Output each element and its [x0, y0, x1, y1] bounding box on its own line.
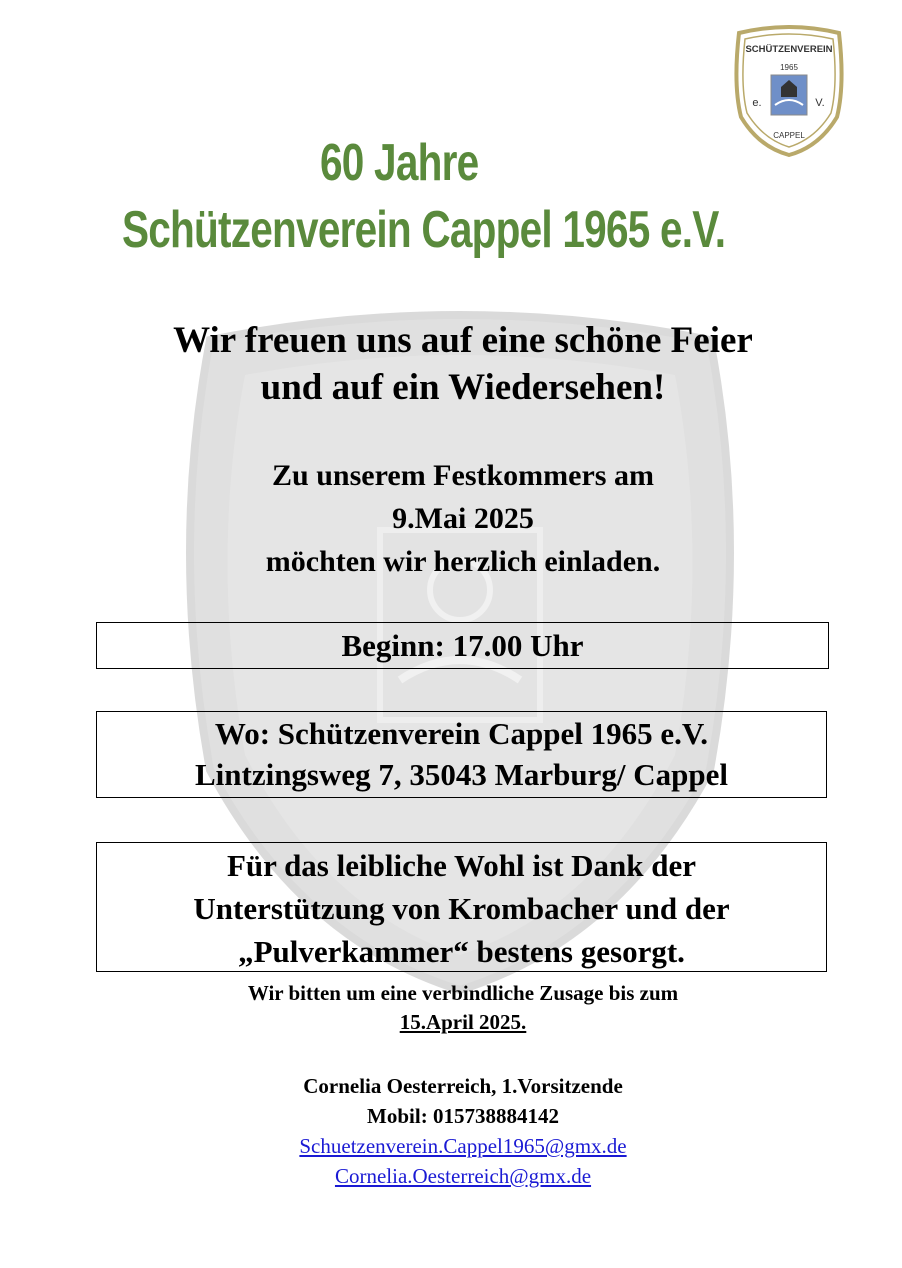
logo-bottom-text: CAPPEL [773, 131, 805, 140]
contact-block [0, 1071, 902, 1191]
catering-line-1: Für das leibliche Wohl ist Dank der [226, 848, 697, 883]
email-link-club[interactable]: Schuetzenverein.Cappel1965@gmx.de [299, 1134, 627, 1158]
greeting-line-1: Wir freuen uns auf eine schöne Feier [173, 320, 753, 361]
begin-time-box [96, 622, 829, 669]
logo-top-text: SCHÜTZENVEREIN [745, 44, 833, 55]
greeting-line-2: und auf ein Wiedersehen! [260, 367, 666, 408]
contact-mobile: Mobil: 015738884142 [367, 1104, 559, 1128]
logo-year: 1965 [780, 63, 798, 72]
logo-left-text: e. [752, 97, 762, 109]
location-box [96, 711, 827, 798]
catering-line-3: „Pulverkammer“ bestens gesorgt. [238, 934, 685, 969]
invitation-date: 9.Mai 2025 [392, 502, 534, 535]
title-anniversary: 60 Jahre [320, 134, 479, 192]
invitation [0, 454, 902, 583]
location-line-1: Wo: Schützenverein Cappel 1965 e.V. [214, 716, 709, 751]
email-link-chair[interactable]: Cornelia.Oesterreich@gmx.de [334, 1164, 592, 1188]
logo-right-text: V. [815, 97, 825, 109]
contact-name: Cornelia Oesterreich, 1.Vorsitzende [303, 1074, 623, 1098]
title-club-name: Schützenverein Cappel 1965 e.V. [122, 201, 726, 259]
catering-line-2: Unterstützung von Krombacher und der [193, 891, 730, 926]
rsvp-deadline: 15.April 2025. [399, 1010, 527, 1034]
catering-box [96, 842, 827, 972]
begin-time: Beginn: 17.00 Uhr [341, 628, 584, 663]
rsvp-line: Wir bitten um eine verbindliche Zusage bis zum [247, 981, 679, 1005]
rsvp-note [0, 979, 902, 1037]
greeting [0, 317, 902, 411]
invitation-line-1: Zu unserem Festkommers am [272, 459, 654, 492]
invitation-line-3: möchten wir herzlich einladen. [265, 545, 661, 578]
location-address: Lintzingsweg 7, 35043 Marburg/ Cappel [194, 757, 729, 792]
